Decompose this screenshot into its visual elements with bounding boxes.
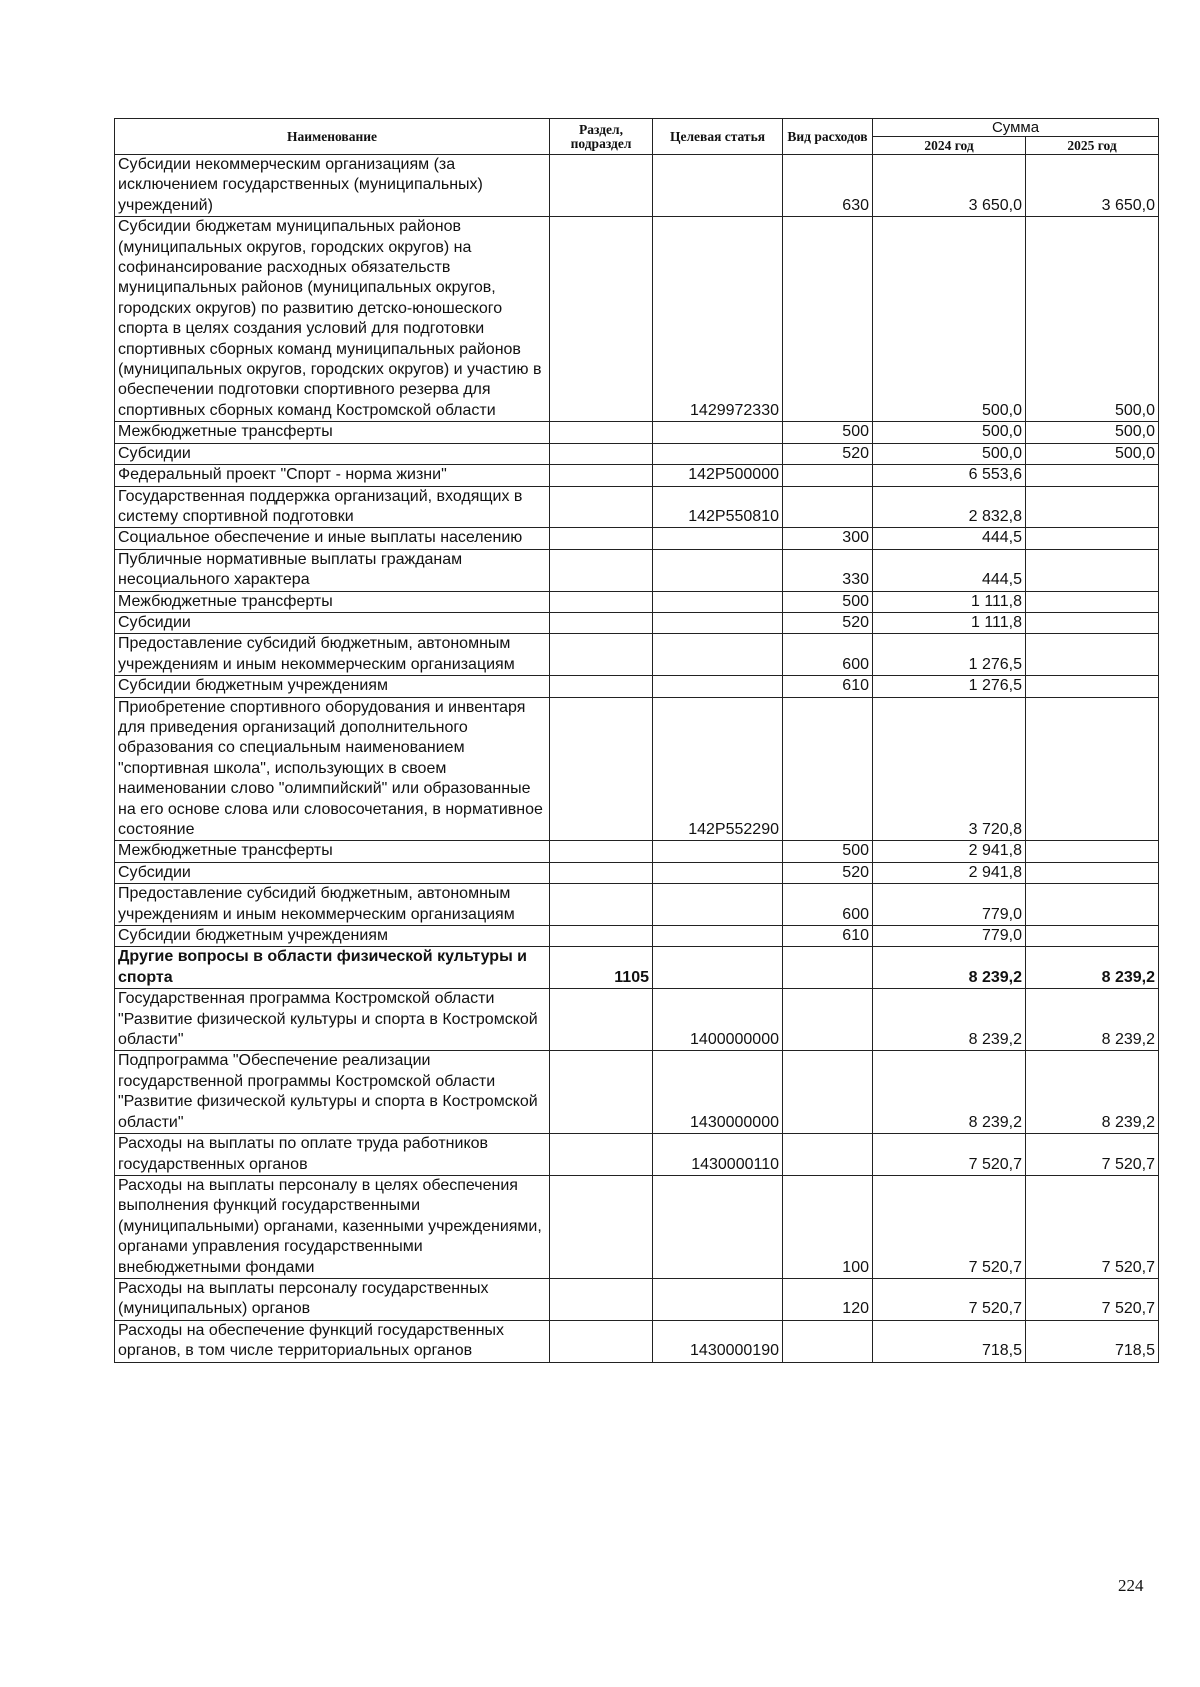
cell-section <box>550 217 653 422</box>
cell-section <box>550 1320 653 1362</box>
cell-target <box>653 1278 783 1320</box>
cell-2025: 7 520,7 <box>1026 1175 1159 1278</box>
cell-name: Расходы на выплаты персоналу в целях обеспечения выполнения функций государственными (муниципальными) органами, казенными учреждениями, органами управления государственными внебюджетными фондами <box>115 1175 550 1278</box>
table-row <box>115 486 1159 528</box>
cell-name: Межбюджетные трансферты <box>115 422 550 443</box>
cell-2025: 7 520,7 <box>1026 1278 1159 1320</box>
cell-2024: 1 276,5 <box>873 676 1026 697</box>
cell-name: Межбюджетные трансферты <box>115 841 550 862</box>
cell-2025: 8 239,2 <box>1026 1051 1159 1134</box>
cell-2024: 444,5 <box>873 528 1026 549</box>
cell-name: Предоставление субсидий бюджетным, автономным учреждениям и иным некоммерческим организациям <box>115 634 550 676</box>
cell-2024: 779,0 <box>873 884 1026 926</box>
cell-2025: 718,5 <box>1026 1320 1159 1362</box>
table-row <box>115 989 1159 1051</box>
header-section: Раздел, подраздел <box>550 119 653 155</box>
cell-kind <box>783 989 873 1051</box>
cell-2024: 6 553,6 <box>873 465 1026 486</box>
cell-kind: 520 <box>783 443 873 464</box>
cell-kind: 120 <box>783 1278 873 1320</box>
cell-kind: 100 <box>783 1175 873 1278</box>
cell-kind: 520 <box>783 612 873 633</box>
budget-table <box>114 118 1159 1363</box>
cell-kind: 520 <box>783 862 873 883</box>
cell-2024: 8 239,2 <box>873 947 1026 989</box>
table-row <box>115 465 1159 486</box>
table-row <box>115 1134 1159 1176</box>
cell-2024: 8 239,2 <box>873 989 1026 1051</box>
cell-name: Расходы на выплаты персоналу государственных (муниципальных) органов <box>115 1278 550 1320</box>
cell-section <box>550 443 653 464</box>
cell-name: Государственная программа Костромской области "Развитие физической культуры и спорта в Костромской области" <box>115 989 550 1051</box>
cell-target <box>653 549 783 591</box>
cell-target <box>653 443 783 464</box>
cell-name: Межбюджетные трансферты <box>115 591 550 612</box>
cell-name: Субсидии <box>115 612 550 633</box>
header-sum: Сумма <box>873 119 1159 137</box>
cell-name: Расходы на обеспечение функций государственных органов, в том числе территориальных органов <box>115 1320 550 1362</box>
cell-section <box>550 1278 653 1320</box>
cell-name: Расходы на выплаты по оплате труда работников государственных органов <box>115 1134 550 1176</box>
cell-target: 142P552290 <box>653 697 783 841</box>
table-row <box>115 549 1159 591</box>
cell-2024: 2 832,8 <box>873 486 1026 528</box>
cell-name: Субсидии бюджетным учреждениям <box>115 676 550 697</box>
cell-2024: 1 111,8 <box>873 591 1026 612</box>
header-year-2024: 2024 год <box>873 137 1026 155</box>
cell-kind: 300 <box>783 528 873 549</box>
table-row <box>115 443 1159 464</box>
cell-kind <box>783 465 873 486</box>
cell-name: Социальное обеспечение и иные выплаты населению <box>115 528 550 549</box>
cell-2025: 500,0 <box>1026 422 1159 443</box>
cell-2024: 3 650,0 <box>873 155 1026 217</box>
cell-target: 1429972330 <box>653 217 783 422</box>
cell-2024: 2 941,8 <box>873 862 1026 883</box>
cell-2025 <box>1026 926 1159 947</box>
cell-section <box>550 612 653 633</box>
table-row <box>115 528 1159 549</box>
cell-kind: 500 <box>783 422 873 443</box>
table-row <box>115 1278 1159 1320</box>
cell-2024: 779,0 <box>873 926 1026 947</box>
cell-kind: 330 <box>783 549 873 591</box>
cell-kind: 600 <box>783 634 873 676</box>
page-number: 224 <box>1118 1576 1144 1595</box>
cell-section <box>550 989 653 1051</box>
cell-2025 <box>1026 676 1159 697</box>
cell-2024: 500,0 <box>873 217 1026 422</box>
table-row <box>115 1320 1159 1362</box>
table-row <box>115 217 1159 422</box>
cell-section <box>550 422 653 443</box>
cell-kind <box>783 217 873 422</box>
cell-name: Приобретение спортивного оборудования и инвентаря для приведения организаций дополнительного образования со специальным наименованием "спортивная школа", использующих в своем наименовании слово "олимпийский" или образованные на его основе слова или словосочетания, в нормативное состояние <box>115 697 550 841</box>
cell-target <box>653 926 783 947</box>
cell-2024: 7 520,7 <box>873 1278 1026 1320</box>
cell-section <box>550 549 653 591</box>
cell-target <box>653 612 783 633</box>
table-row <box>115 1175 1159 1278</box>
cell-2025: 3 650,0 <box>1026 155 1159 217</box>
cell-2024: 500,0 <box>873 422 1026 443</box>
table-row <box>115 884 1159 926</box>
cell-kind: 610 <box>783 676 873 697</box>
cell-kind <box>783 1320 873 1362</box>
cell-2025 <box>1026 465 1159 486</box>
cell-target <box>653 591 783 612</box>
cell-2024: 1 276,5 <box>873 634 1026 676</box>
cell-2024: 2 941,8 <box>873 841 1026 862</box>
table-row <box>115 612 1159 633</box>
cell-section: 1105 <box>550 947 653 989</box>
cell-kind: 500 <box>783 591 873 612</box>
cell-2024: 8 239,2 <box>873 1051 1026 1134</box>
cell-section <box>550 884 653 926</box>
cell-name: Федеральный проект "Спорт - норма жизни" <box>115 465 550 486</box>
cell-target <box>653 422 783 443</box>
cell-section <box>550 528 653 549</box>
cell-target <box>653 634 783 676</box>
cell-section <box>550 1051 653 1134</box>
cell-2024: 500,0 <box>873 443 1026 464</box>
table-row <box>115 862 1159 883</box>
cell-2024: 7 520,7 <box>873 1134 1026 1176</box>
cell-2024: 444,5 <box>873 549 1026 591</box>
table-row <box>115 676 1159 697</box>
cell-2025 <box>1026 591 1159 612</box>
header-kind: Вид расходов <box>783 119 873 155</box>
cell-2025 <box>1026 884 1159 926</box>
cell-section <box>550 155 653 217</box>
header-name: Наименование <box>115 119 550 155</box>
cell-section <box>550 486 653 528</box>
table-row <box>115 634 1159 676</box>
cell-2025 <box>1026 841 1159 862</box>
cell-kind <box>783 486 873 528</box>
cell-target <box>653 676 783 697</box>
cell-target <box>653 841 783 862</box>
cell-kind: 600 <box>783 884 873 926</box>
cell-kind <box>783 697 873 841</box>
cell-name: Субсидии бюджетам муниципальных районов (муниципальных округов, городских округов) на софинансирование расходных обязательств муниципальных районов (муниципальных округов, городских округов) по развитию детско-юношеского спорта в целях создания условий для подготовки спортивных сборных команд муниципальных районов (муниципальных округов, городских округов) и участию в обеспечении подготовки спортивного резерва для спортивных сборных команд Костромской области <box>115 217 550 422</box>
cell-section <box>550 1134 653 1176</box>
header-target: Целевая статья <box>653 119 783 155</box>
cell-2025: 500,0 <box>1026 443 1159 464</box>
cell-target: 142P500000 <box>653 465 783 486</box>
cell-target <box>653 1175 783 1278</box>
table-row <box>115 1051 1159 1134</box>
cell-target <box>653 947 783 989</box>
cell-name: Публичные нормативные выплаты гражданам несоциального характера <box>115 549 550 591</box>
cell-section <box>550 841 653 862</box>
cell-section <box>550 697 653 841</box>
cell-target <box>653 155 783 217</box>
cell-2025 <box>1026 549 1159 591</box>
cell-name: Предоставление субсидий бюджетным, автономным учреждениям и иным некоммерческим организациям <box>115 884 550 926</box>
cell-2025 <box>1026 862 1159 883</box>
cell-target <box>653 884 783 926</box>
cell-2024: 3 720,8 <box>873 697 1026 841</box>
cell-section <box>550 465 653 486</box>
cell-2025 <box>1026 612 1159 633</box>
cell-section <box>550 676 653 697</box>
cell-target: 1430000000 <box>653 1051 783 1134</box>
cell-kind: 630 <box>783 155 873 217</box>
cell-2025: 7 520,7 <box>1026 1134 1159 1176</box>
table-row <box>115 926 1159 947</box>
cell-name: Субсидии бюджетным учреждениям <box>115 926 550 947</box>
cell-2024: 1 111,8 <box>873 612 1026 633</box>
cell-2025 <box>1026 634 1159 676</box>
cell-2025: 8 239,2 <box>1026 947 1159 989</box>
table-body <box>115 155 1159 1363</box>
cell-kind: 610 <box>783 926 873 947</box>
cell-kind <box>783 1051 873 1134</box>
cell-section <box>550 1175 653 1278</box>
cell-2025: 500,0 <box>1026 217 1159 422</box>
table-row <box>115 841 1159 862</box>
table-row <box>115 947 1159 989</box>
cell-2025: 8 239,2 <box>1026 989 1159 1051</box>
cell-kind: 500 <box>783 841 873 862</box>
cell-name: Субсидии некоммерческим организациям (за исключением государственных (муниципальных) учреждений) <box>115 155 550 217</box>
cell-2024: 7 520,7 <box>873 1175 1026 1278</box>
cell-2025 <box>1026 486 1159 528</box>
cell-target: 1400000000 <box>653 989 783 1051</box>
cell-2025 <box>1026 697 1159 841</box>
table-row <box>115 422 1159 443</box>
cell-target: 1430000190 <box>653 1320 783 1362</box>
cell-section <box>550 591 653 612</box>
cell-target: 142P550810 <box>653 486 783 528</box>
cell-kind <box>783 1134 873 1176</box>
cell-2025 <box>1026 528 1159 549</box>
cell-name: Другие вопросы в области физической культуры и спорта <box>115 947 550 989</box>
cell-kind <box>783 947 873 989</box>
cell-section <box>550 634 653 676</box>
cell-name: Субсидии <box>115 862 550 883</box>
cell-2024: 718,5 <box>873 1320 1026 1362</box>
table-row <box>115 591 1159 612</box>
cell-section <box>550 926 653 947</box>
cell-target <box>653 528 783 549</box>
cell-name: Подпрограмма "Обеспечение реализации государственной программы Костромской области "Развитие физической культуры и спорта в Костромской области" <box>115 1051 550 1134</box>
cell-name: Субсидии <box>115 443 550 464</box>
cell-name: Государственная поддержка организаций, входящих в систему спортивной подготовки <box>115 486 550 528</box>
cell-section <box>550 862 653 883</box>
cell-target <box>653 862 783 883</box>
table-row <box>115 155 1159 217</box>
header-year-2025: 2025 год <box>1026 137 1159 155</box>
cell-target: 1430000110 <box>653 1134 783 1176</box>
table-row <box>115 697 1159 841</box>
